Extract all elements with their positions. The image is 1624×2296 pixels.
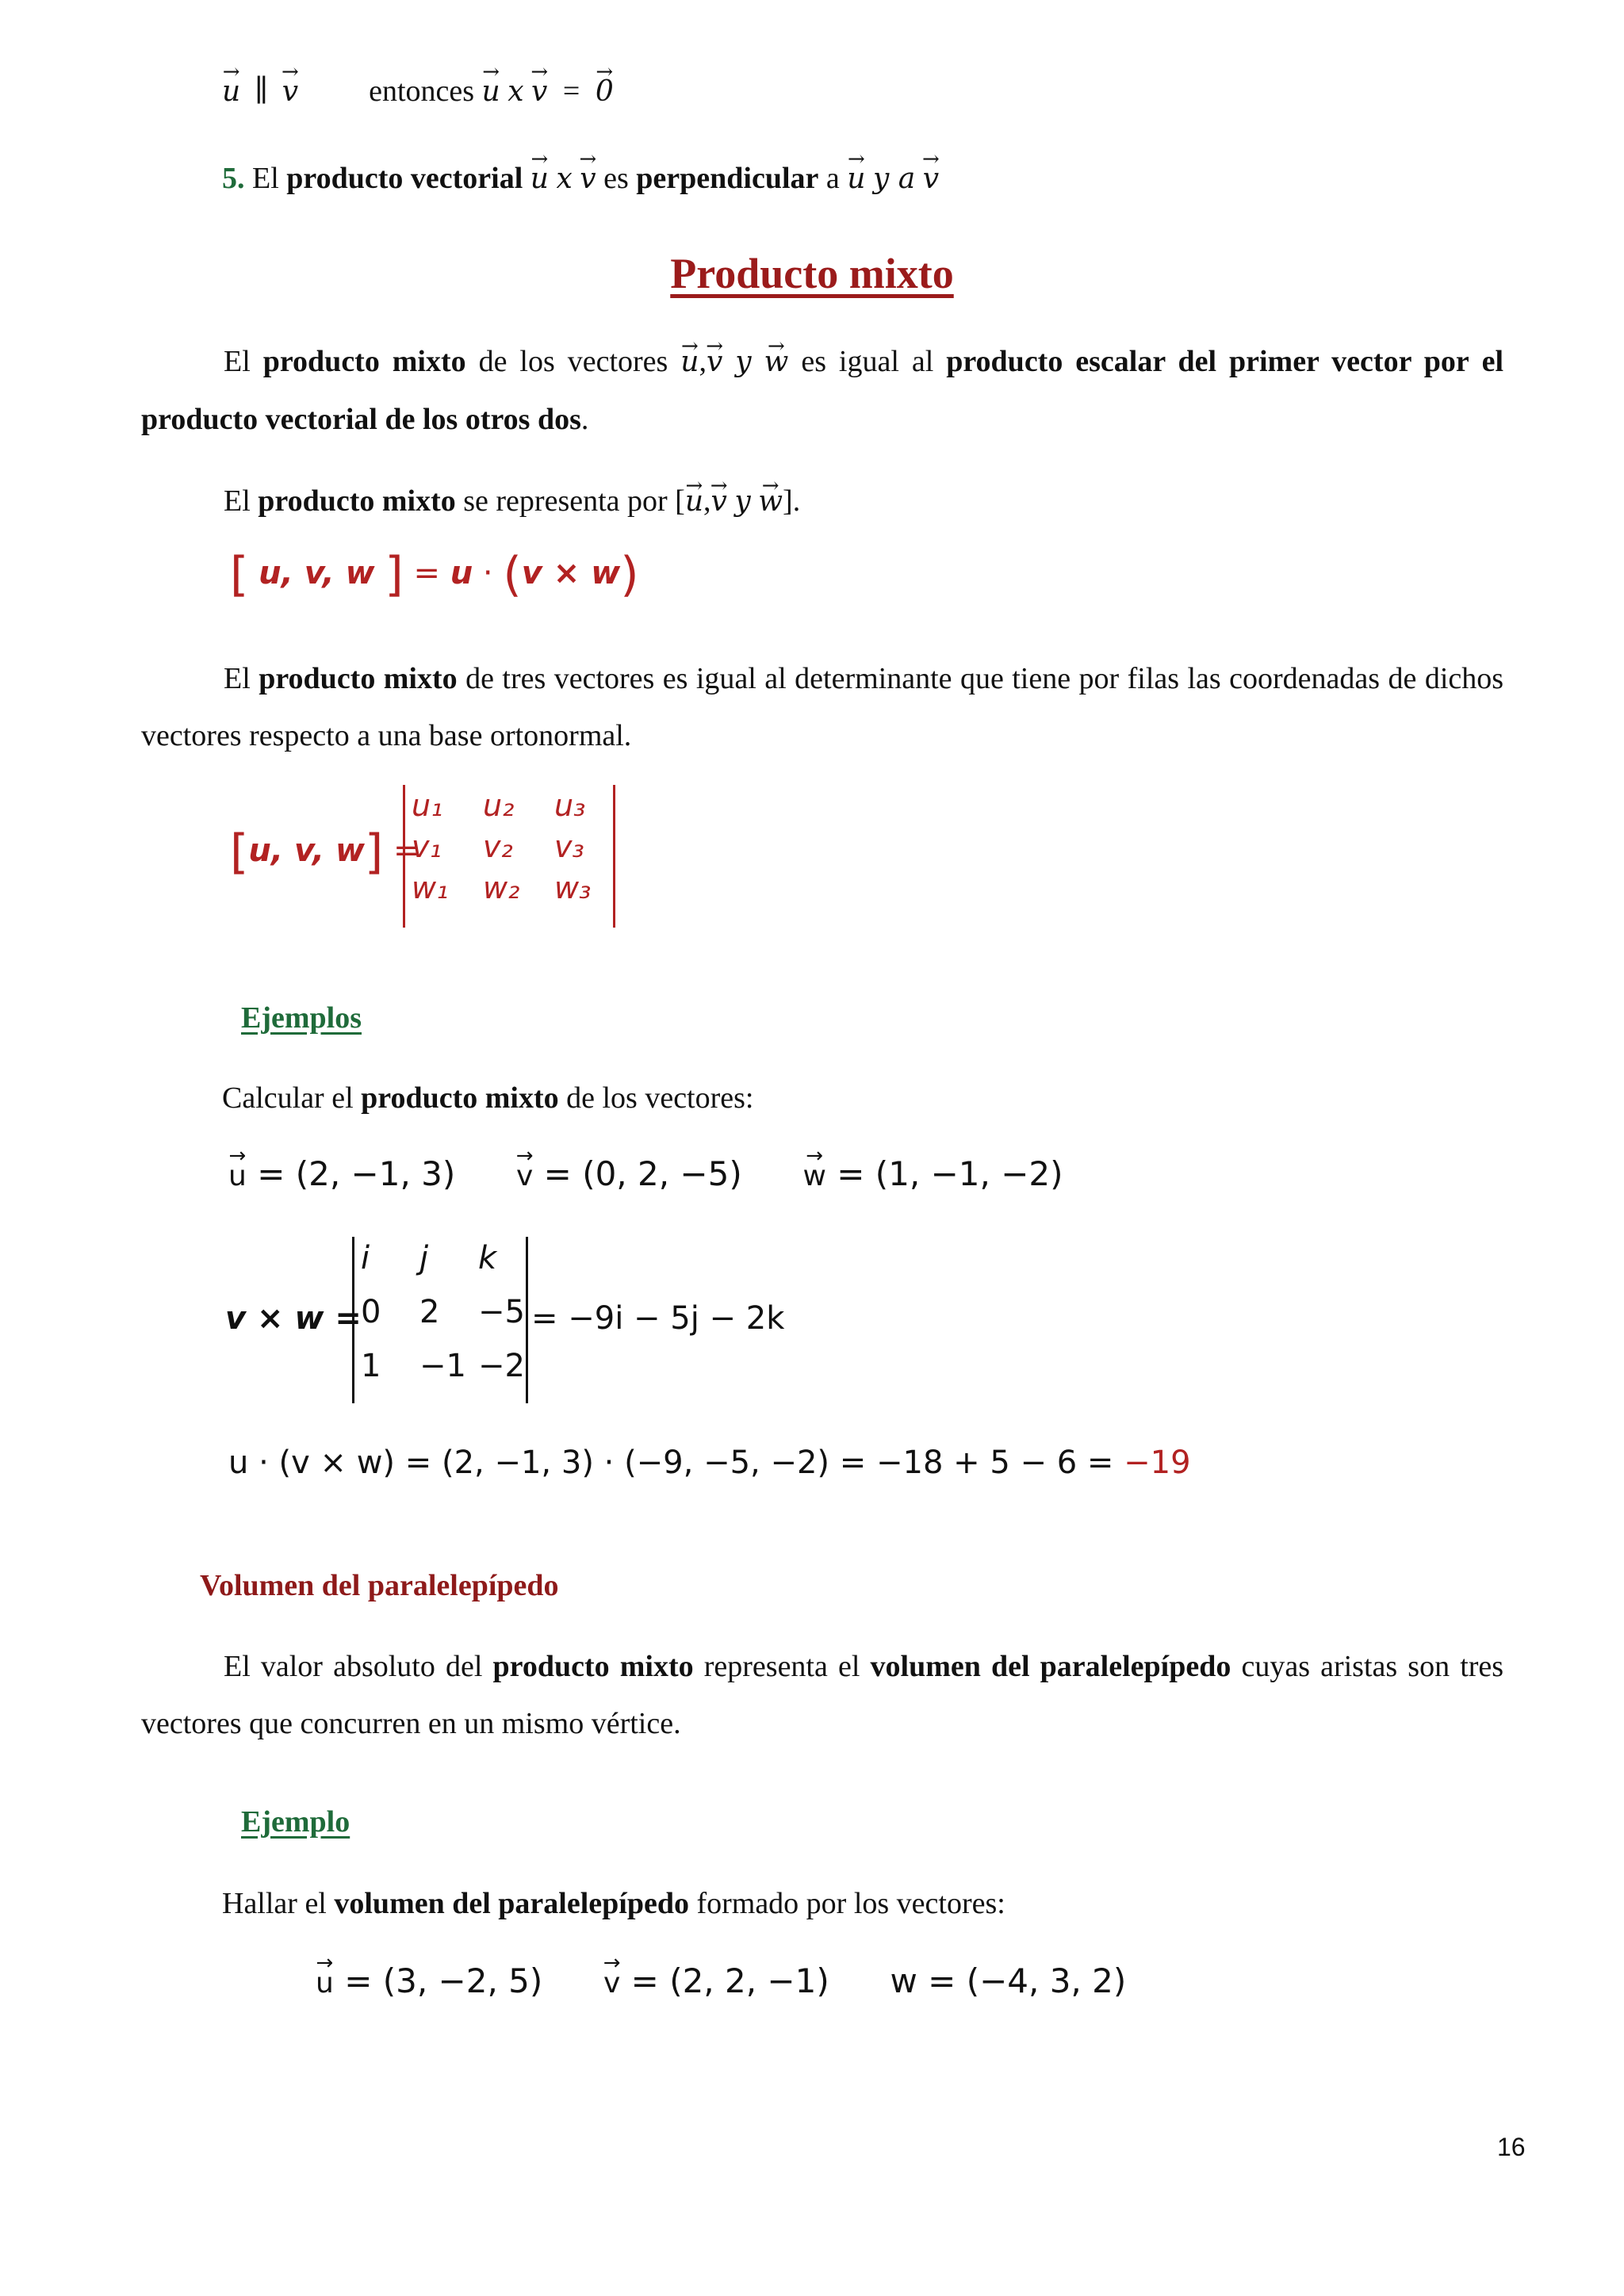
matrix-cell: 2 [419,1294,440,1330]
matrix-cell: i [361,1240,370,1276]
vector-v: → v [516,1160,533,1192]
formula-lhs: u, v, w [259,555,375,591]
vector-value: = (−4, 3, 2) [928,1961,1127,2000]
vector-v: → v [707,334,722,391]
text: y [735,346,752,378]
bold-term: producto mixto [262,345,466,378]
matrix-cell: v₃ [554,829,584,864]
vector-v: → v [923,165,939,193]
vector-u: → u [685,473,703,530]
vector-v: → v [282,78,298,106]
text: se representa por [ [463,484,685,518]
text: de los vectores [478,345,668,378]
text: Calcular el [222,1081,354,1115]
example2-vectors [316,1961,1126,2000]
vector-u: → u [530,165,549,193]
mixed-result-value: −19 [1124,1445,1191,1481]
dot-symbol: · [482,555,493,591]
matrix-cell: u₃ [554,788,586,823]
matrix-cell: −5 [478,1294,525,1330]
bold-term: producto mixto [258,484,456,518]
vector-u: → u [680,334,699,391]
cross-lhs: v × w = [225,1300,362,1337]
cross-product-expr: v × w [521,555,621,591]
parallel-symbol: ∥ [254,75,269,108]
vector-v: → v [580,165,596,193]
bold-term: producto mixto [259,662,458,695]
matrix-cell: 0 [361,1294,381,1330]
vector-value: = (1, −1, −2) [837,1154,1063,1193]
matrix-cell: −1 [419,1348,466,1384]
text: . [580,403,589,436]
page-number: 16 [1497,2133,1526,2161]
matrix-cell: −2 [478,1348,525,1384]
text: , [699,345,707,378]
mixed-product-formula: [ u, v, w ] = u · (v × w) [230,547,639,603]
bold-term: el producto vectorial de los otros dos [141,345,1504,436]
vector-value: = (2, 2, −1) [630,1961,829,2000]
text: y a [872,163,916,195]
text: y [734,485,751,518]
property-5 [222,163,939,193]
document-page: → u ∥ → v entonces → u x → v = → 0 5. El producto vectorial → u x → v es perpendicular a → u y a → v Producto mixto El producto mixto de los vectores → u,→ v y → w es igual al producto escalar del primer vector por el producto vectorial de los otros dos. El producto mixto se representa por [→ u,→ v y → w]. [ u, v, w ] = u · (v × w) El producto mixto de tres vectores es igual al determinante que tiene por filas las coordenadas de dichos vectores respecto a una base ortonormal. [u, v, w] = u₁ u₂ u₃ v₁ v₂ v₃ w₁ w₂ w₃ Ejemplos Calcular el producto mixto de los vectores: → u = (2, −1, 3) → v = (0, 2, −5) → w = (1, −1, −2) v × w = i j k 0 2 −5 1 −1 −2 = −9i − 5j − 2k u · (v × w) = (2, −1, 3) · (−9, −5, −2) = −18 + 5 − 6 = −19 Volumen del paralelepípedo El valor absoluto del producto mixto representa el volumen del paralelepípedo cuyas aristas son tres vectores que concurren en un mismo vértice. Ejemplo Hallar el volumen del paralelepípedo formado por los vectores: → u = (3, −2, 5) → v = (2, 2, −1) w = (−4, 3, 2) 16 [0,0,1624,2296]
text: cuyas aristas son tres vectores que concurren en un mismo vértice. [141,1650,1504,1740]
text: es [603,162,629,195]
matrix-cell: k [478,1240,497,1276]
bold-term: volumen del paralelepípedo [334,1887,689,1920]
property-number: 5. [222,162,245,195]
vector-v: → v [603,1967,620,1999]
hallar-line [222,1888,1005,1919]
mixed-product-result-line [228,1445,1191,1481]
vector-u: → u [316,1967,334,1999]
text: Hallar el [222,1887,327,1920]
text: El [252,162,279,195]
text: formado por los vectores: [696,1887,1005,1920]
vector-w: w [890,1961,917,2000]
text: representa el [703,1650,860,1683]
matrix-cell: 1 [361,1348,381,1384]
examples-heading: Ejemplos [241,1001,362,1035]
paragraph-representation [141,473,1503,530]
calcular-line [222,1083,753,1113]
parallel-condition-line [222,76,614,106]
section-title: Producto mixto [670,250,954,297]
vector-v: → v [531,78,547,106]
matrix-cell: u₂ [483,788,515,823]
matrix-cell: v₂ [483,829,513,864]
vector-value: = (2, −1, 3) [257,1154,456,1193]
volume-heading: Volumen del paralelepípedo [200,1569,559,1602]
vector-value: = (3, −2, 5) [344,1961,543,2000]
equals-sign: = [562,75,580,108]
vector-u: → u [482,78,500,106]
matrix-cell: u₁ [412,788,443,823]
paragraph-volume [141,1638,1503,1752]
cross-result: = −9i − 5j − 2k [531,1300,785,1337]
bold-term: perpendicular [636,162,819,195]
bold-term: producto mixto [361,1081,559,1115]
matrix-cell: v₁ [412,829,442,864]
text: El [224,484,251,518]
example-vectors [228,1154,1063,1193]
vector-u: → u [222,78,240,106]
matrix-cell: w₁ [412,871,449,905]
text: El [224,345,251,378]
bold-term: producto mixto [492,1650,694,1683]
mixed-expression: u · (v × w) = (2, −1, 3) · (−9, −5, −2) = −18 + 5 − 6 = [228,1445,1114,1481]
vector-w: → w [764,334,789,391]
bold-term: volumen del paralelepípedo [870,1650,1231,1683]
vector-u: → u [228,1160,247,1192]
text: de los vectores: [566,1081,754,1115]
vector-value: = (0, 2, −5) [543,1154,742,1193]
bold-term: producto vectorial [286,162,523,195]
equals-sign: = [413,555,440,591]
vector-u: → u [847,165,865,193]
paragraph-definition [141,333,1503,448]
zero-vector: → 0 [596,78,614,106]
matrix-cell: w₃ [554,871,592,905]
vector-w: → w [802,1160,825,1192]
cross-symbol: x [556,163,573,195]
determinant-matrix [403,785,615,928]
text: es igual al [801,345,934,378]
text: a [825,162,840,195]
equals-sign: = [393,832,420,869]
vector-w: → w [758,473,783,530]
entonces-text: entonces [369,75,475,108]
vector-v: → v [711,473,727,530]
cross-matrix [352,1237,528,1403]
text: El [224,662,251,695]
example-heading: Ejemplo [241,1805,350,1839]
vector-u: u [450,555,473,591]
cross-symbol: x [508,75,524,108]
text: , [703,484,711,518]
text: de tres vectores es igual al determinante que tiene por filas las coordenadas de dichos vectores respecto a una base ortonormal. [141,662,1504,752]
text: El valor absoluto del [224,1650,483,1683]
matrix-cell: w₂ [483,871,520,905]
bold-term: producto escalar del primer vector por [946,345,1469,378]
paragraph-determinant [141,650,1503,764]
formula-lhs: u, v, w [248,832,365,869]
text: ]. [783,484,801,518]
matrix-cell: j [419,1240,429,1276]
